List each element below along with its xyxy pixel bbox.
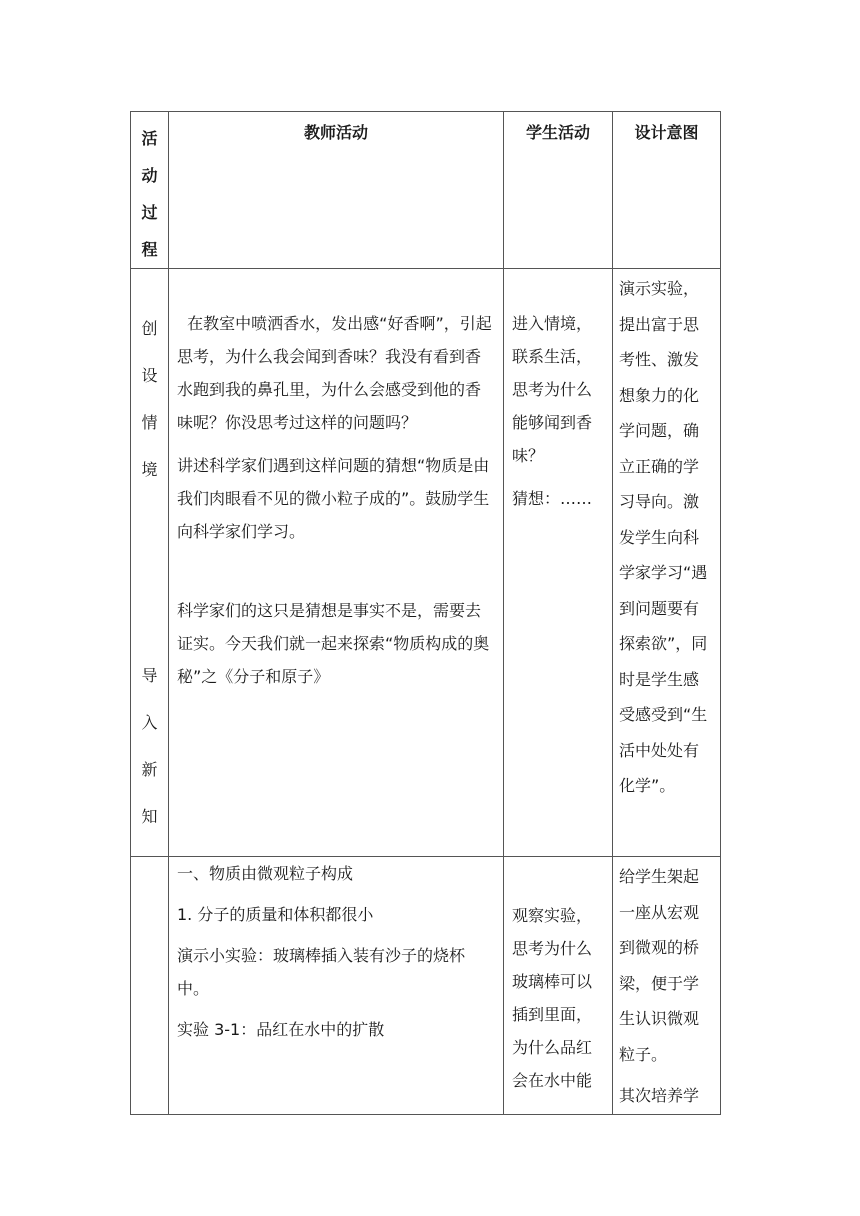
header-row (131, 112, 721, 269)
header-student-activity: 学生活动 (504, 112, 613, 269)
stage-label-cell (131, 269, 169, 857)
stage-char: 知 (141, 807, 158, 826)
student-activity-cell (504, 269, 613, 857)
header-activity-process (131, 112, 169, 269)
header-char: 程 (141, 240, 158, 259)
teacher-activity-cell (169, 857, 504, 1115)
stage-char: 新 (141, 760, 158, 779)
student-paragraph: 进入情境，联系生活，思考为什么能够闻到香味？ (512, 314, 593, 465)
student-paragraph: 猜想：…… (512, 489, 593, 508)
intent-paragraph: 演示实验，提出富于思考性、激发想象力的化学问题，确立正确的学习导向。激发学生向科学家学习“遇到问题要有探索欲”，同时是学生感受感受到“生活中处处有化学”。 (619, 279, 708, 795)
stage-char: 设 (141, 366, 158, 385)
header-design-intent: 设计意图 (613, 112, 721, 269)
design-intent-cell (613, 857, 721, 1115)
header-char: 活 (141, 129, 158, 148)
design-intent-cell (613, 269, 721, 857)
intent-paragraph: 给学生架起一座从宏观到微观的桥梁，便于学生认识微观粒子。 (619, 867, 700, 1064)
teacher-paragraph: 演示小实验：玻璃棒插入装有沙子的烧杯中。 (177, 946, 466, 998)
stage-char: 导 (141, 666, 158, 685)
table-row (131, 857, 721, 1115)
table-row (131, 269, 721, 857)
teacher-paragraph: 科学家们的这只是猜想是事实不是，需要去证实。今天我们就一起来探索“物质构成的奥秘”之《分子和原子》 (177, 601, 490, 686)
teacher-paragraph: 实验 3-1：品红在水中的扩散 (177, 1020, 385, 1039)
student-activity-cell (504, 857, 613, 1115)
stage-char: 情 (141, 413, 158, 432)
stage-char: 境 (141, 460, 158, 479)
stage-label-cell (131, 857, 169, 1115)
intent-paragraph: 其次培养学 (619, 1086, 700, 1105)
header-teacher-activity: 教师活动 (169, 112, 504, 269)
teacher-paragraph: 讲述科学家们遇到这样问题的猜想“物质是由我们肉眼看不见的微小粒子成的”。鼓励学生向科学家们学习。 (177, 456, 490, 541)
teacher-activity-cell (169, 269, 504, 857)
header-char: 动 (141, 166, 158, 185)
student-paragraph: 观察实验，思考为什么玻璃棒可以插到里面，为什么品红会在水中能 (512, 906, 593, 1090)
stage-char: 入 (141, 713, 158, 732)
lesson-plan-table (130, 111, 721, 1115)
section-heading: 一、物质由微观粒子构成 (177, 864, 354, 883)
stage-char: 创 (141, 319, 158, 338)
header-char: 过 (141, 203, 158, 222)
subsection-heading: 1. 分子的质量和体积都很小 (177, 905, 374, 924)
teacher-paragraph: 在教室中喷洒香水，发出感“好香啊”，引起思考，为什么我会闻到香味？我没有看到香水跑到我的鼻孔里，为什么会感受到他的香味呢？你没思考过这样的问题吗？ (177, 314, 492, 432)
